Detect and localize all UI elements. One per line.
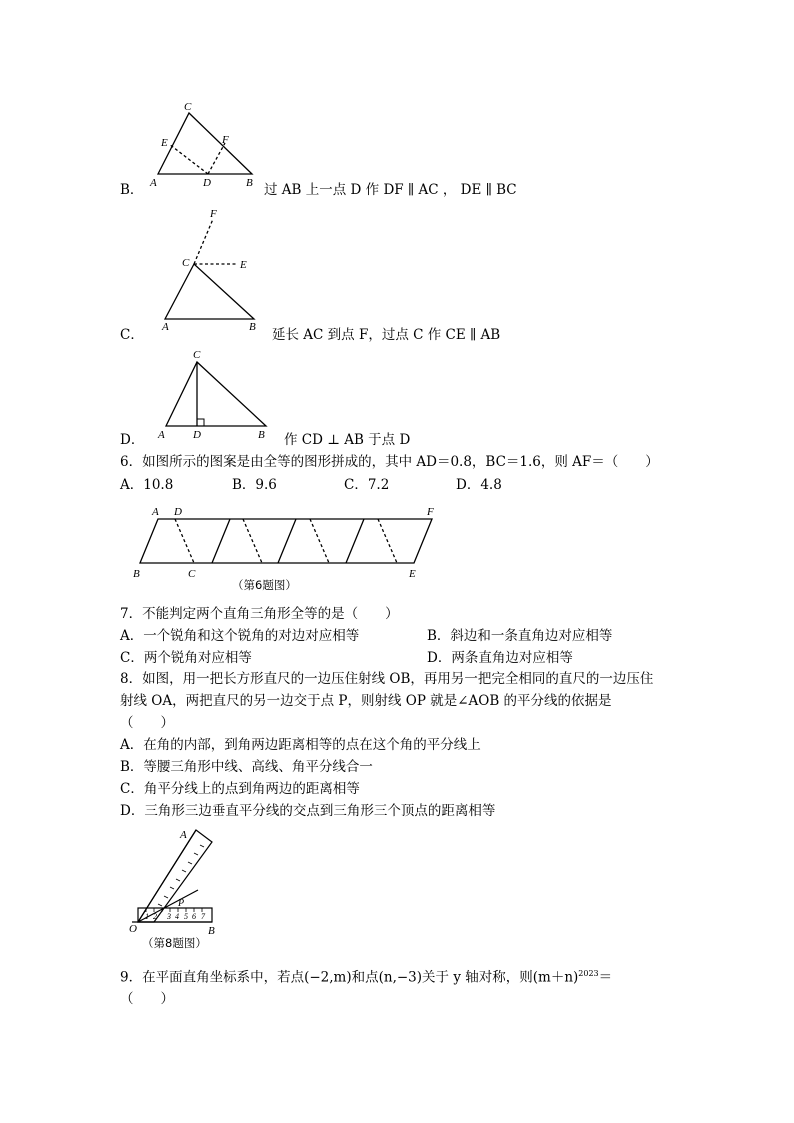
q8-stem-line2: 射线 OA，两把直尺的另一边交于点 P，则射线 OP 就是∠AOB 的平分线的依据是: [120, 693, 612, 709]
tick-label-3: 3: [167, 912, 171, 921]
option-d-text: 作 CD ⊥ AB 于点 D: [284, 432, 411, 448]
label-a: A: [150, 177, 157, 189]
q9-stem-text: 9．在平面直角坐标系中，若点(−2,m)和点(n,−3)关于 y 轴对称，则(m＋n): [120, 969, 579, 986]
label-b: B: [249, 321, 256, 333]
option-c-text: 延长 AC 到点 F，过点 C 作 CE ∥ AB: [272, 327, 501, 343]
label-d: D: [174, 506, 182, 518]
label-a: A: [152, 506, 159, 518]
q8-figure-caption: （第8题图）: [142, 936, 207, 950]
option-b-text: 过 AB 上一点 D 作 DF ∥ AC ， DE ∥ BC: [264, 182, 517, 198]
option-c-letter: C．: [120, 327, 144, 343]
label-c: C: [184, 101, 192, 113]
label-p: P: [178, 898, 185, 909]
tick-label-2: 2: [153, 912, 157, 921]
q8-option-c: C．角平分线上的点到角两边的距离相等: [120, 781, 360, 797]
label-a: A: [158, 429, 165, 441]
label-e: E: [161, 137, 168, 149]
q9-equals: ＝: [598, 969, 613, 986]
tick-label-4: 4: [175, 912, 179, 921]
q6-option-c: C．7.2: [344, 477, 390, 493]
label-c: C: [188, 568, 196, 580]
label-e: E: [409, 568, 416, 580]
q9-exponent: 2023: [578, 969, 599, 978]
label-f: F: [427, 506, 434, 518]
q9-answer-blank: （ ）: [120, 991, 174, 1007]
label-o: O: [129, 923, 137, 935]
q6-option-b: B．9.6: [232, 477, 277, 493]
option-b-letter: B．: [120, 182, 144, 198]
tick-label-6: 6: [192, 912, 196, 921]
q8-option-d: D．三角形三边垂直平分线的交点到三角形三个顶点的距离相等: [120, 803, 496, 819]
q6-option-a: A．10.8: [120, 477, 174, 493]
q8-option-b: B．等腰三角形中线、高线、角平分线合一: [120, 759, 373, 775]
label-f: F: [222, 134, 229, 146]
option-d-letter: D．: [120, 432, 145, 448]
label-d: D: [203, 177, 211, 189]
q7-option-d: D．两条直角边对应相等: [427, 650, 573, 666]
q8-stem-line3: （ ）: [120, 715, 174, 731]
q8-stem-line1: 8．如图，用一把长方形直尺的一边压住射线 OB，再用另一把完全相同的直尺的一边压住: [120, 671, 654, 687]
label-b: B: [258, 429, 265, 441]
q6-figure-caption: （第6题图）: [232, 578, 297, 592]
q7-stem: 7．不能判定两个直角三角形全等的是（ ）: [120, 606, 399, 622]
label-a: A: [162, 321, 169, 333]
label-a: A: [180, 829, 187, 841]
label-d: D: [193, 429, 201, 441]
label-e: E: [240, 259, 247, 271]
q9-stem: [120, 965, 612, 987]
label-c: C: [182, 257, 190, 269]
label-f: F: [210, 208, 217, 220]
label-b: B: [246, 177, 253, 189]
label-b: B: [208, 925, 215, 937]
tick-label-1: 1: [145, 912, 149, 921]
tick-label-7: 7: [201, 912, 205, 921]
q6-stem: 6．如图所示的图案是由全等的图形拼成的，其中 AD＝0.8，BC＝1.6，则 AF＝（ ）: [120, 454, 659, 470]
label-c: C: [193, 349, 201, 361]
label-b: B: [133, 568, 140, 580]
q7-option-c: C．两个锐角对应相等: [120, 650, 252, 666]
q7-option-b: B．斜边和一条直角边对应相等: [427, 628, 613, 644]
q6-option-d: D．4.8: [456, 477, 502, 493]
q7-option-a: A．一个锐角和这个锐角的对边对应相等: [120, 628, 360, 644]
q8-option-a: A．在角的内部，到角两边距离相等的点在这个角的平分线上: [120, 737, 481, 753]
tick-label-5: 5: [184, 912, 188, 921]
